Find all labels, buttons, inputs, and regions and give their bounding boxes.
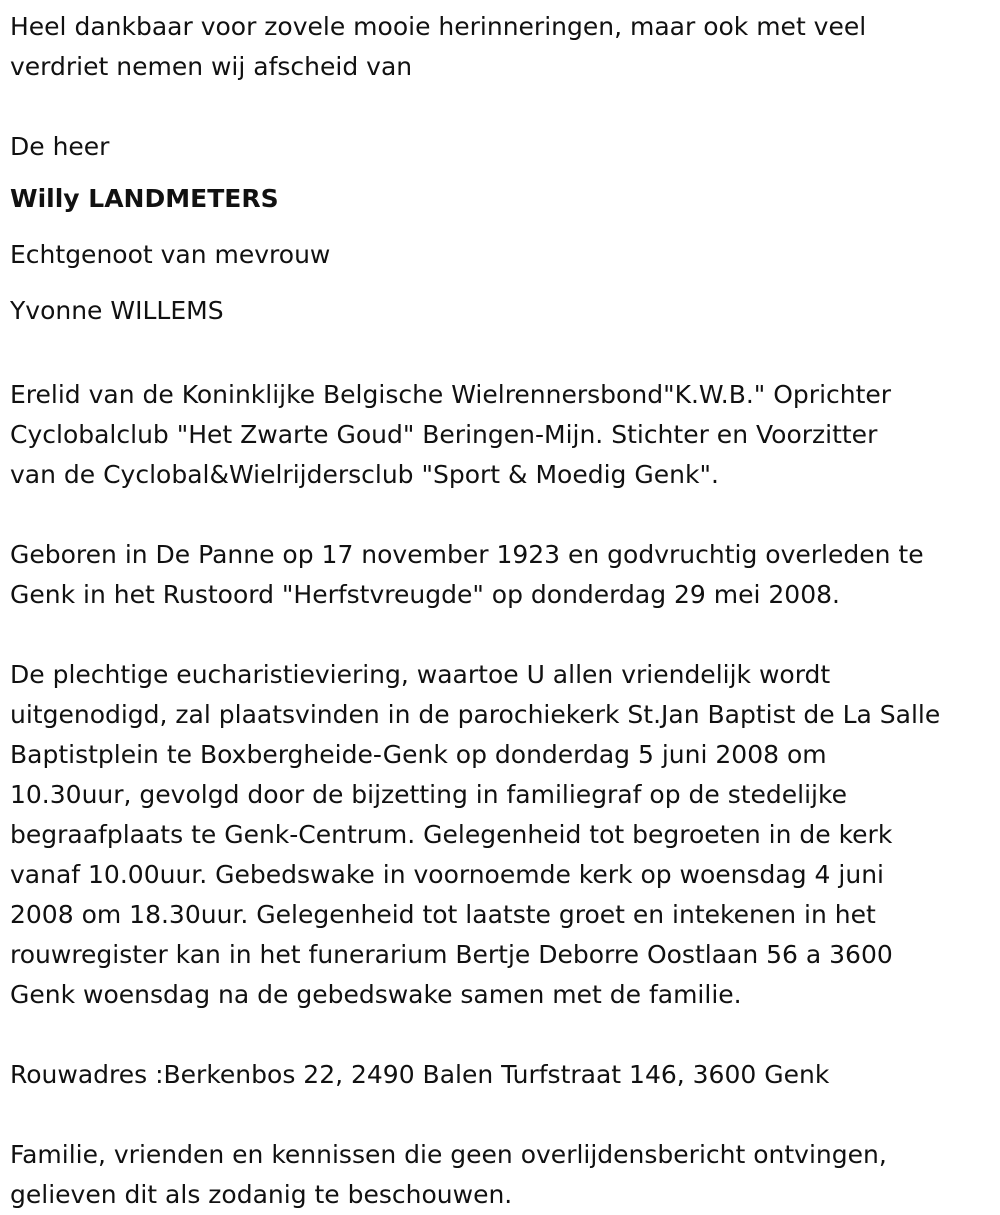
closing-line: gelieven dit als zodanig te beschouwen. [10, 1180, 513, 1209]
ceremony-line: De plechtige eucharistieviering, waartoe U allen vriendelijk wordt [10, 660, 831, 689]
ceremony-paragraph [10, 655, 1000, 1015]
intro-line: Heel dankbaar voor zovele mooie herinneringen, maar ook met veel [10, 12, 867, 41]
honors-line: Erelid van de Koninklijke Belgische Wielrennersbond"K.W.B." Oprichter [10, 380, 892, 409]
paragraph-spacer [10, 87, 1000, 127]
birth-death-line: Geboren in De Panne op 17 november 1923 en godvruchtig overleden te [10, 540, 924, 569]
ceremony-line: 10.30uur, gevolgd door de bijzetting in familiegraf op de stedelijke [10, 780, 847, 809]
ceremony-line: Genk woensdag na de gebedswake samen met de familie. [10, 980, 742, 1009]
salutation: De heer [10, 132, 110, 161]
ceremony-line: 2008 om 18.30uur. Gelegenheid tot laatste groet en intekenen in het [10, 900, 876, 929]
spouse-label: Echtgenoot van mevrouw [10, 240, 331, 269]
mourning-address: Rouwadres :Berkenbos 22, 2490 Balen Turfstraat 146, 3600 Genk [10, 1060, 830, 1089]
paragraph-spacer [10, 495, 1000, 535]
honors-paragraph [10, 375, 1000, 495]
paragraph-spacer [10, 335, 1000, 375]
intro-paragraph [10, 7, 1000, 87]
closing-paragraph [10, 1135, 1000, 1215]
ceremony-line: vanaf 10.00uur. Gebedswake in voornoemde kerk op woensdag 4 juni [10, 860, 884, 889]
ceremony-line: rouwregister kan in het funerarium Bertje Deborre Oostlaan 56 a 3600 [10, 940, 893, 969]
intro-line: verdriet nemen wij afscheid van [10, 52, 413, 81]
birth-death-paragraph [10, 535, 1000, 615]
ceremony-line: Baptistplein te Boxbergheide-Genk op donderdag 5 juni 2008 om [10, 740, 827, 769]
paragraph-spacer [10, 1095, 1000, 1135]
ceremony-line: begraafplaats te Genk-Centrum. Gelegenheid tot begroeten in de kerk [10, 820, 893, 849]
paragraph-spacer [10, 615, 1000, 655]
paragraph-spacer [10, 1015, 1000, 1055]
deceased-name: Willy LANDMETERS [10, 184, 279, 213]
honors-line: van de Cyclobal&Wielrijdersclub "Sport & Moedig Genk". [10, 460, 719, 489]
birth-death-line: Genk in het Rustoord "Herfstvreugde" op donderdag 29 mei 2008. [10, 580, 840, 609]
ceremony-line: uitgenodigd, zal plaatsvinden in de parochiekerk St.Jan Baptist de La Salle [10, 700, 941, 729]
honors-line: Cyclobalclub "Het Zwarte Goud" Beringen-Mijn. Stichter en Voorzitter [10, 420, 878, 449]
spouse-name: Yvonne WILLEMS [10, 296, 224, 325]
closing-line: Familie, vrienden en kennissen die geen overlijdensbericht ontvingen, [10, 1140, 887, 1169]
